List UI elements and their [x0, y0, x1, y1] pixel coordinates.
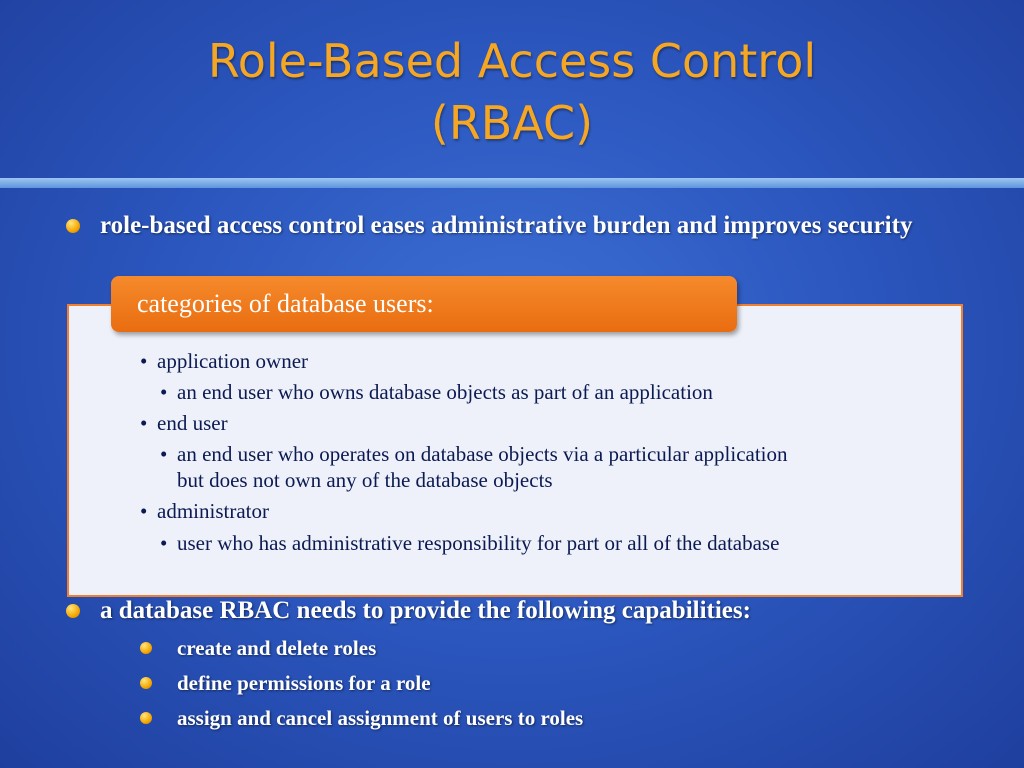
bullet-icon: • — [160, 442, 168, 466]
bullet-icon: • — [140, 411, 148, 435]
box-item-text: an end user who operates on database objects via a particular application but does not own any of the database objects — [177, 442, 788, 492]
box-item-text: administrator — [157, 499, 269, 523]
bullet-icon: • — [140, 499, 148, 523]
bullet-text: a database RBAC needs to provide the following capabilities: — [100, 597, 751, 624]
box-item-text: user who has administrative responsibility for part or all of the database — [177, 531, 780, 555]
box-item-level1 — [140, 410, 228, 436]
sub-bullet-text: define permissions for a role — [177, 671, 431, 695]
bullet-icon: • — [160, 380, 168, 404]
box-item-level2 — [160, 379, 857, 405]
sub-bullet-text: create and delete roles — [177, 636, 377, 660]
title-line-2: (RBAC) — [430, 96, 594, 150]
box-item-text: end user — [157, 411, 228, 435]
bullet-text: role-based access control eases administrative burden and improves security — [100, 212, 913, 239]
title-divider — [0, 178, 1024, 188]
box-item-text: an end user who owns database objects as part of an application — [177, 380, 713, 404]
bullet-icon: • — [160, 531, 168, 555]
box-item-level1 — [140, 498, 269, 524]
box-item-level2 — [160, 441, 817, 493]
bullet-dot-icon — [140, 677, 152, 689]
slide-title — [0, 30, 1024, 154]
categories-box-header: categories of database users: — [111, 276, 737, 332]
box-item-level2 — [160, 530, 827, 556]
box-item-text: application owner — [157, 349, 309, 373]
title-line-1: Role-Based Access Control — [207, 34, 817, 88]
bullet-icon: • — [140, 349, 148, 373]
bullet-dot-icon — [140, 712, 152, 724]
bullet-dot-icon — [66, 604, 80, 618]
bullet-dot-icon — [140, 642, 152, 654]
sub-bullet-text: assign and cancel assignment of users to roles — [177, 706, 584, 730]
box-item-level1 — [140, 348, 309, 374]
bullet-dot-icon — [66, 219, 80, 233]
